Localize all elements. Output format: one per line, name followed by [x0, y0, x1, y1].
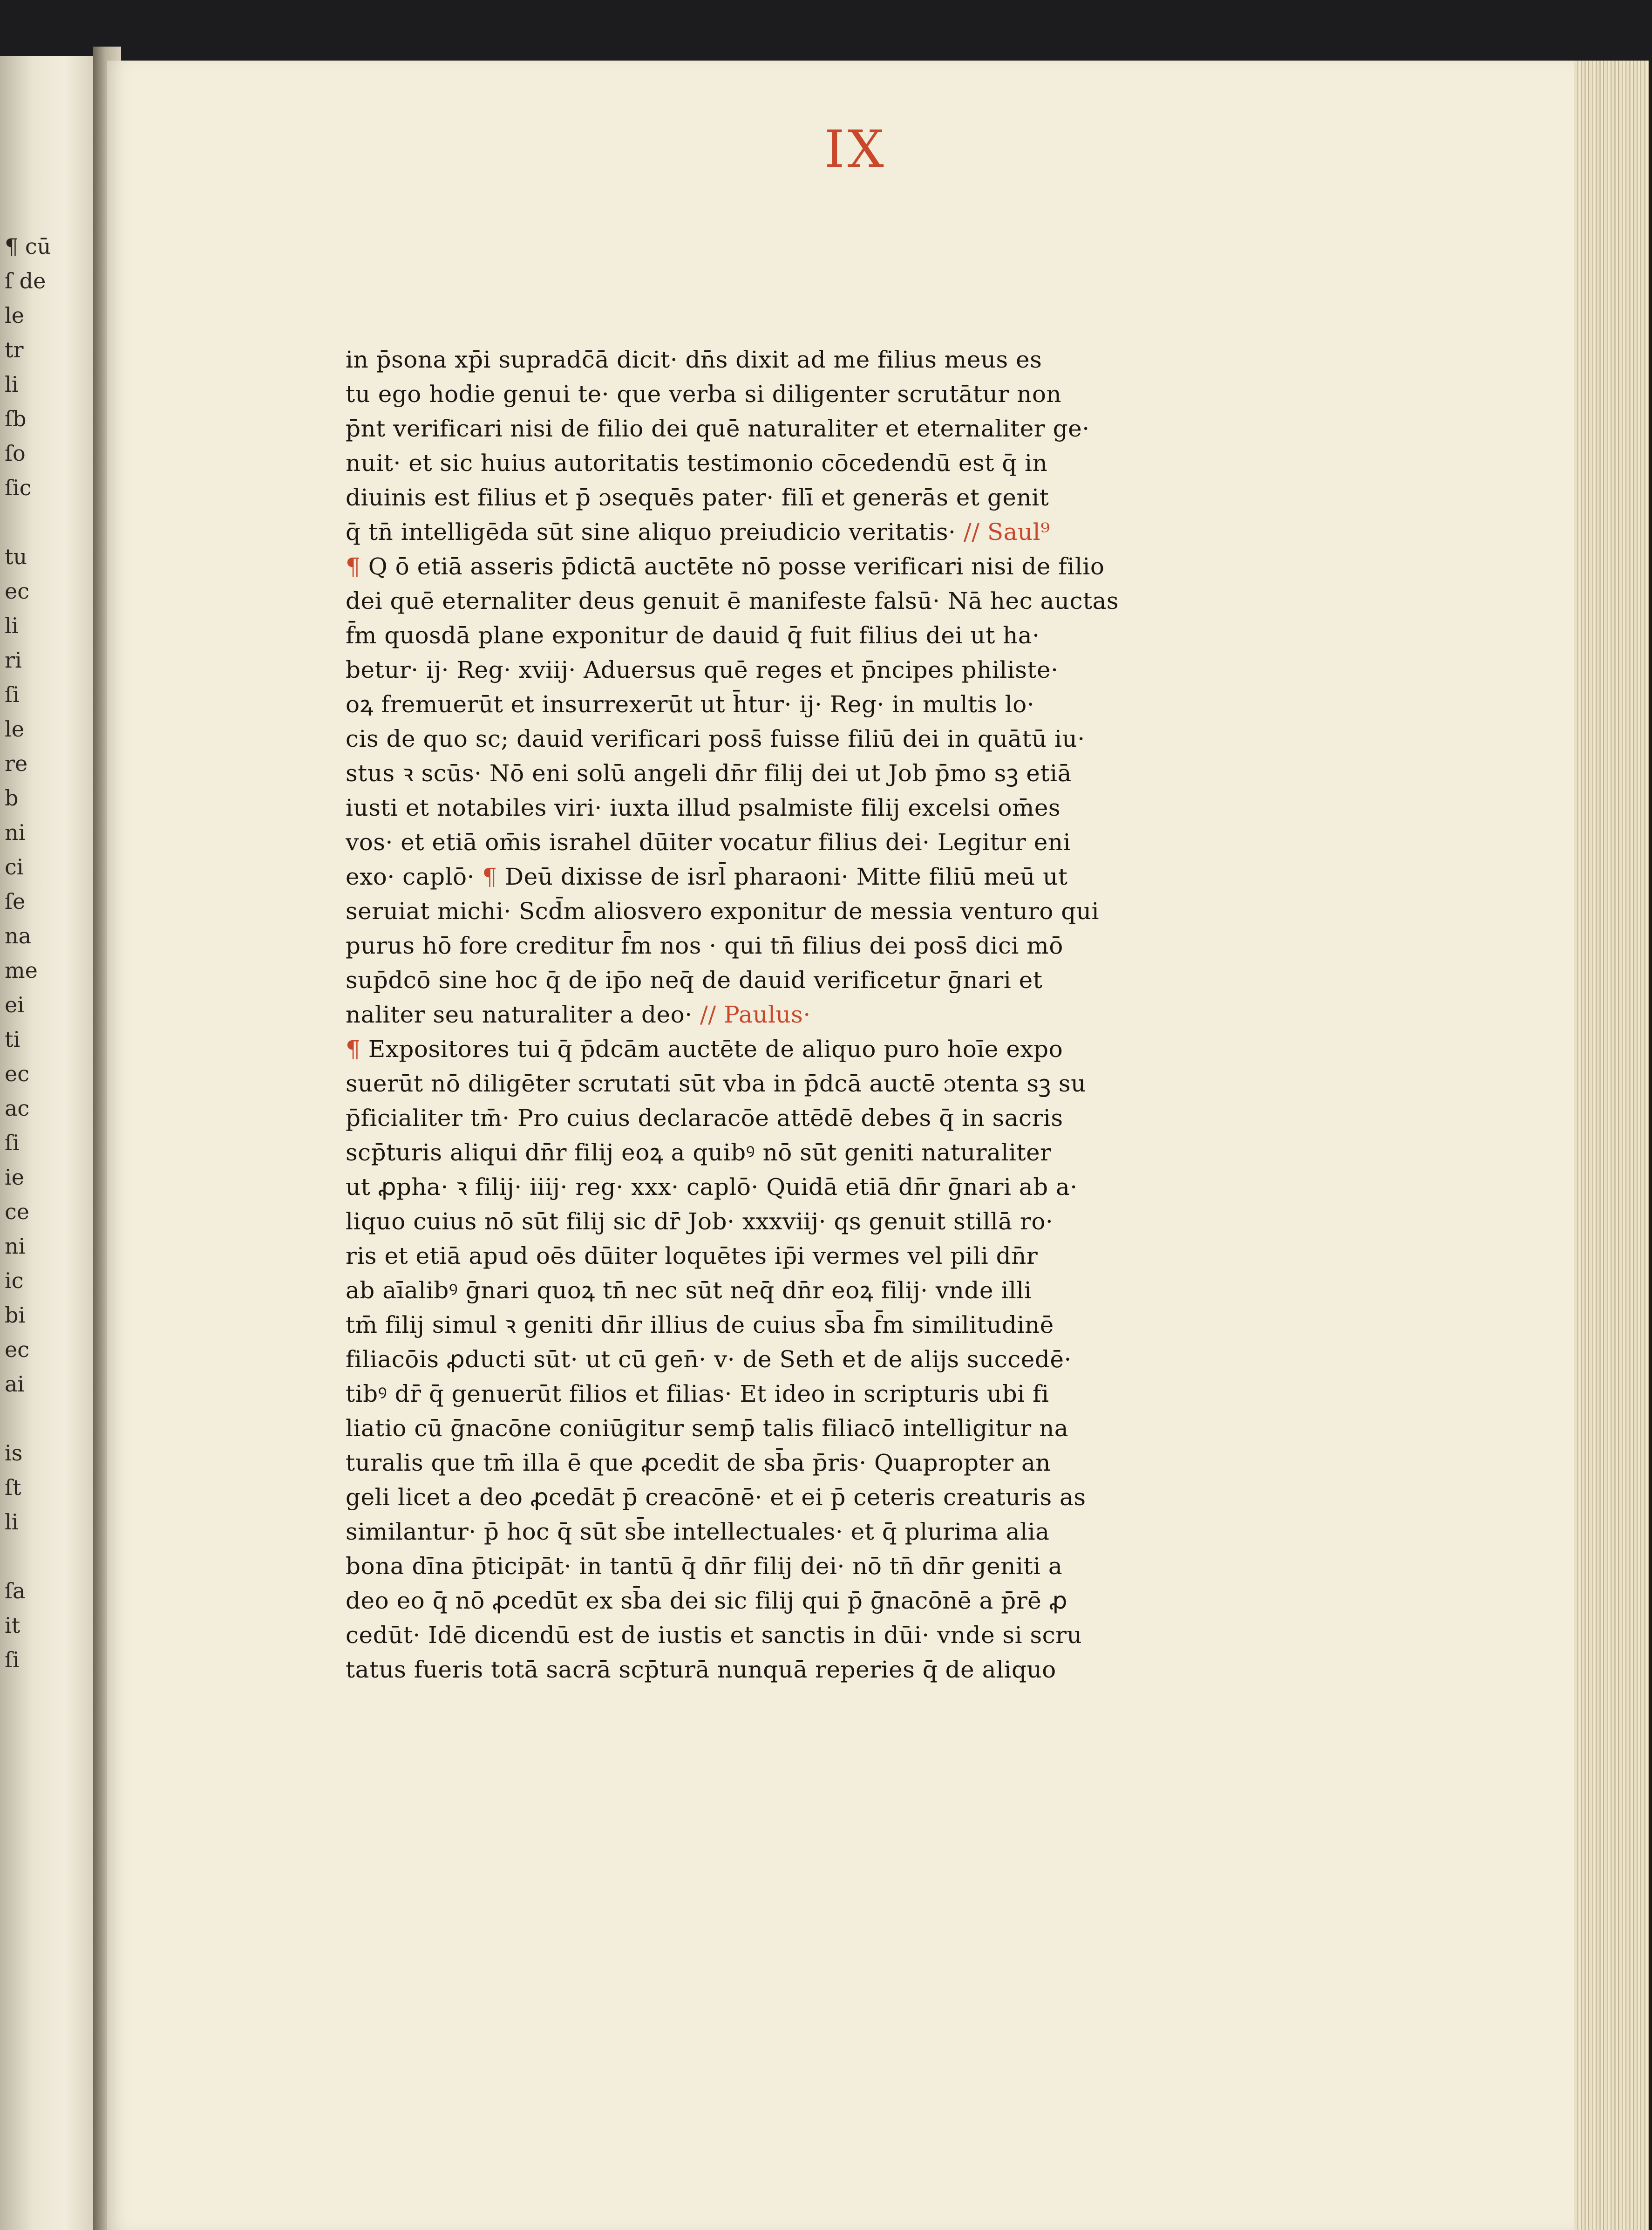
line-text: betur· ij· Reg· xviij· Aduersus quē reges et p̄ncipes philiste· [346, 656, 1059, 683]
text-line [346, 1514, 1212, 1549]
line-text: suerūt nō diligēter scrutati sūt vba in p̄dcā auctē ɔtenta sꝫ su [346, 1070, 1086, 1097]
line-text: Deū dixisse de isrl̄ pharaoni· Mitte filiū meū ut [505, 863, 1068, 890]
previous-page-fragment: ec [5, 1337, 29, 1362]
text-line [346, 825, 1212, 859]
text-line [346, 515, 1212, 549]
previous-page-fragment: le [5, 303, 24, 328]
line-text: iusti et notabiles viri· iuxta illud psalmiste filij excelsi om̄es [346, 794, 1061, 821]
text-line [346, 1549, 1212, 1583]
line-text: turalis que tm̄ illa ē que ꝓcedit de sb̄a p̄ris· Quapropter an [346, 1449, 1051, 1476]
line-text: tibꝰ dr̄ q̄ genuerūt filios et filias· Et ideo in scripturis ubi fi [346, 1380, 1049, 1407]
previous-page-fragment: ¶ cū [5, 234, 51, 259]
previous-page-fragment: tu [5, 544, 27, 569]
line-text: Q ō etiā asseris p̄dictā auctēte nō posse verificari nisi de filio [368, 553, 1105, 580]
line-text: ut ꝓpha· ꝛ filij· iiij· reg· xxx· caplō· Quidā etiā dn̄r ḡnari ab a· [346, 1173, 1078, 1200]
previous-page-fragment: ai [5, 1371, 25, 1397]
previous-page-fragment: ri [5, 648, 22, 673]
line-text: oꝝ fremuerūt et insurrexerūt ut h̄tur· ij· Reg· in multis lo· [346, 691, 1035, 718]
text-line [346, 377, 1212, 411]
line-text: p̄nt verificari nisi de filio dei quē naturaliter et eternaliter ge· [346, 415, 1090, 442]
text-line [346, 997, 1212, 1032]
line-text: vos· et etiā om̄is israhel dūiter vocatur filius dei· Legitur eni [346, 829, 1071, 856]
line-text: bona dīna p̄ticipāt· in tantū q̄ dn̄r filij dei· nō tn̄ dn̄r geniti a [346, 1553, 1063, 1580]
line-text: stus ꝛ scūs· Nō eni solū angeli dn̄r filij dei ut Job p̄mo sꝫ etiā [346, 760, 1072, 787]
previous-page-fragment: ti [5, 1027, 20, 1052]
text-line [346, 963, 1212, 997]
line-text: ris et etiā apud oēs dūiter loquētes ip̄i vermes vel pili dn̄r [346, 1242, 1038, 1269]
line-text: naliter seu naturaliter a deo· [346, 1001, 693, 1028]
line-text: liatio cū ḡnacōne coniūgitur semp̄ talis filiacō intelligitur na [346, 1415, 1069, 1442]
previous-page-fragment: li [5, 372, 19, 397]
text-line [346, 411, 1212, 446]
text-line [346, 342, 1212, 377]
line-text: tm̄ filij simul ꝛ geniti dn̄r illius de cuius sb̄a f̄m similitudinē [346, 1311, 1054, 1338]
previous-page-fragment: ie [5, 1165, 24, 1190]
text-line [346, 1377, 1212, 1411]
rubric-mark: ¶ [346, 1036, 368, 1063]
previous-page-fragment: is [5, 1440, 23, 1466]
previous-page-fragment: ſb [5, 406, 27, 431]
rubric-mark: // Saul⁹ [956, 518, 1050, 546]
line-text: p̄ficialiter tm̄· Pro cuius declaracōe attēdē debes q̄ in sacris [346, 1105, 1063, 1132]
previous-page-fragment [5, 1405, 84, 1432]
text-line [346, 584, 1212, 618]
text-line [346, 1446, 1212, 1480]
page-edges [1574, 61, 1649, 2230]
text-line [346, 722, 1212, 756]
text-line [346, 480, 1212, 515]
line-text: liquo cuius nō sūt filij sic dr̄ Job· xxxviij· qs genuit stillā ro· [346, 1208, 1054, 1235]
text-line [346, 1342, 1212, 1377]
previous-page-fragment: ni [5, 1234, 26, 1259]
previous-page-fragment: ce [5, 1199, 29, 1224]
text-line [346, 618, 1212, 653]
previous-page-fragment: ſe [5, 889, 26, 914]
previous-page-fragment: it [5, 1613, 20, 1638]
text-line [346, 1170, 1212, 1204]
previous-page-fragment: b [5, 785, 19, 811]
previous-page-fragment: le [5, 716, 24, 742]
line-text: ab aīalibꝰ ḡnari quoꝝ tn̄ nec sūt neq̄ dn̄r eoꝝ filij· vnde illi [346, 1277, 1032, 1304]
text-line [346, 1480, 1212, 1514]
line-text: geli licet a deo ꝓcedāt p̄ creacōnē· et ei p̄ ceteris creaturis as [346, 1484, 1086, 1511]
line-text: in p̄sona xp̄i supradc̄ā dicit· dn̄s dixit ad me filius meus es [346, 346, 1042, 373]
line-text: purus hō fore creditur f̄m nos · qui tn̄ filius dei poss̄ dici mō [346, 932, 1063, 959]
previous-page-fragment: ſo [5, 441, 26, 466]
text-line [346, 1273, 1212, 1308]
previous-page-fragment: bi [5, 1303, 26, 1328]
text-line [346, 549, 1212, 584]
text-line [346, 1239, 1212, 1273]
previous-page-fragment: ſt [5, 1475, 21, 1500]
line-text: scp̄turis aliqui dn̄r filij eoꝝ a quibꝰ nō sūt geniti naturaliter [346, 1139, 1052, 1166]
text-line [346, 1652, 1212, 1687]
text-line [346, 859, 1212, 894]
rubric-mark: // Paulus· [692, 1001, 811, 1028]
line-text: dei quē eternaliter deus genuit ē manifeste falsū· Nā hec auctas [346, 587, 1119, 614]
previous-page-fragment: li [5, 1509, 19, 1534]
text-line [346, 928, 1212, 963]
text-line [346, 687, 1212, 722]
line-text: cedūt· Idē dicendū est de iustis et sanctis in dūi· vnde si scru [346, 1622, 1082, 1649]
previous-page-fragment: ſi [5, 682, 20, 707]
previous-page-edge [0, 56, 93, 2230]
text-line [346, 1308, 1212, 1342]
previous-page-fragment: re [5, 751, 28, 776]
text-line [346, 756, 1212, 791]
previous-page-fragment: ſa [5, 1578, 26, 1603]
line-text: deo eo q̄ nō ꝓcedūt ex sb̄a dei sic filij qui p̄ ḡnacōnē a p̄rē ꝓ [346, 1587, 1067, 1614]
text-line [346, 1618, 1212, 1652]
text-line [346, 1101, 1212, 1135]
line-text: cis de quo sc; dauid verificari poss̄ fuisse filiū dei in quātū iu· [346, 725, 1085, 752]
previous-page-fragment: li [5, 613, 19, 638]
previous-page-fragment: me [5, 958, 38, 983]
previous-page-fragment: ic [5, 1268, 24, 1293]
previous-page-fragment: na [5, 923, 32, 948]
line-text: diuinis est filius et p̄ ɔsequēs pater· filī et generās et genit [346, 484, 1049, 511]
line-text: exo· caplō· [346, 863, 475, 890]
text-line [346, 894, 1212, 928]
previous-page-fragment: tr [5, 337, 24, 362]
previous-page-fragment [5, 1543, 84, 1570]
text-line [346, 1066, 1212, 1101]
text-line [346, 791, 1212, 825]
line-text: f̄m quosdā plane exponitur de dauid q̄ fuit filius dei ut ha· [346, 622, 1040, 649]
previous-page-fragment: ni [5, 820, 26, 845]
rubric-mark: ¶ [474, 863, 505, 890]
text-block [346, 342, 1212, 1728]
previous-page-fragment: ei [5, 992, 24, 1017]
text-line [346, 1135, 1212, 1170]
line-text: nuit· et sic huius autoritatis testimonio cōcedendū est q̄ in [346, 450, 1048, 477]
folio-number: IX [824, 119, 887, 179]
previous-page-fragment: ſi [5, 1130, 20, 1155]
line-text: tu ego hodie genui te· que verba si diligenter scrutātur non [346, 381, 1062, 408]
text-line [346, 446, 1212, 480]
previous-page-fragment: ſic [5, 475, 32, 500]
previous-page-fragment: ac [5, 1096, 30, 1121]
previous-page-fragment: ec [5, 579, 29, 604]
previous-page-fragment: ſ de [5, 268, 46, 293]
rubric-mark: ¶ [346, 553, 368, 580]
line-text: sup̄dcō sine hoc q̄ de ip̄o neq̄ de dauid verificetur ḡnari et [346, 967, 1043, 994]
line-text: tatus fueris totā sacrā scp̄turā nunquā reperies q̄ de aliquo [346, 1656, 1056, 1683]
line-text: Expositores tui q̄ p̄dcām auctēte de aliquo puro hoīe expo [368, 1036, 1063, 1063]
text-line [346, 1204, 1212, 1239]
text-line [346, 1411, 1212, 1446]
previous-page-fragment [5, 509, 84, 536]
text-line [346, 1583, 1212, 1618]
previous-page-fragment: ci [5, 854, 24, 880]
line-text: similantur· p̄ hoc q̄ sūt sb̄e intellectuales· et q̄ plurima alia [346, 1518, 1050, 1545]
line-text: seruiat michi· Scd̄m aliosvero exponitur de messia venturo qui [346, 898, 1099, 925]
previous-page-fragment: ſi [5, 1647, 20, 1672]
text-line [346, 653, 1212, 687]
previous-page-fragment: ec [5, 1061, 29, 1086]
line-text: filiacōis ꝓducti sūt· ut cū gen̄· v· de Seth et de alijs succedē· [346, 1346, 1072, 1373]
text-line [346, 1032, 1212, 1066]
line-text: q̄ tn̄ intelligēda sūt sine aliquo preiudicio veritatis· [346, 518, 956, 546]
